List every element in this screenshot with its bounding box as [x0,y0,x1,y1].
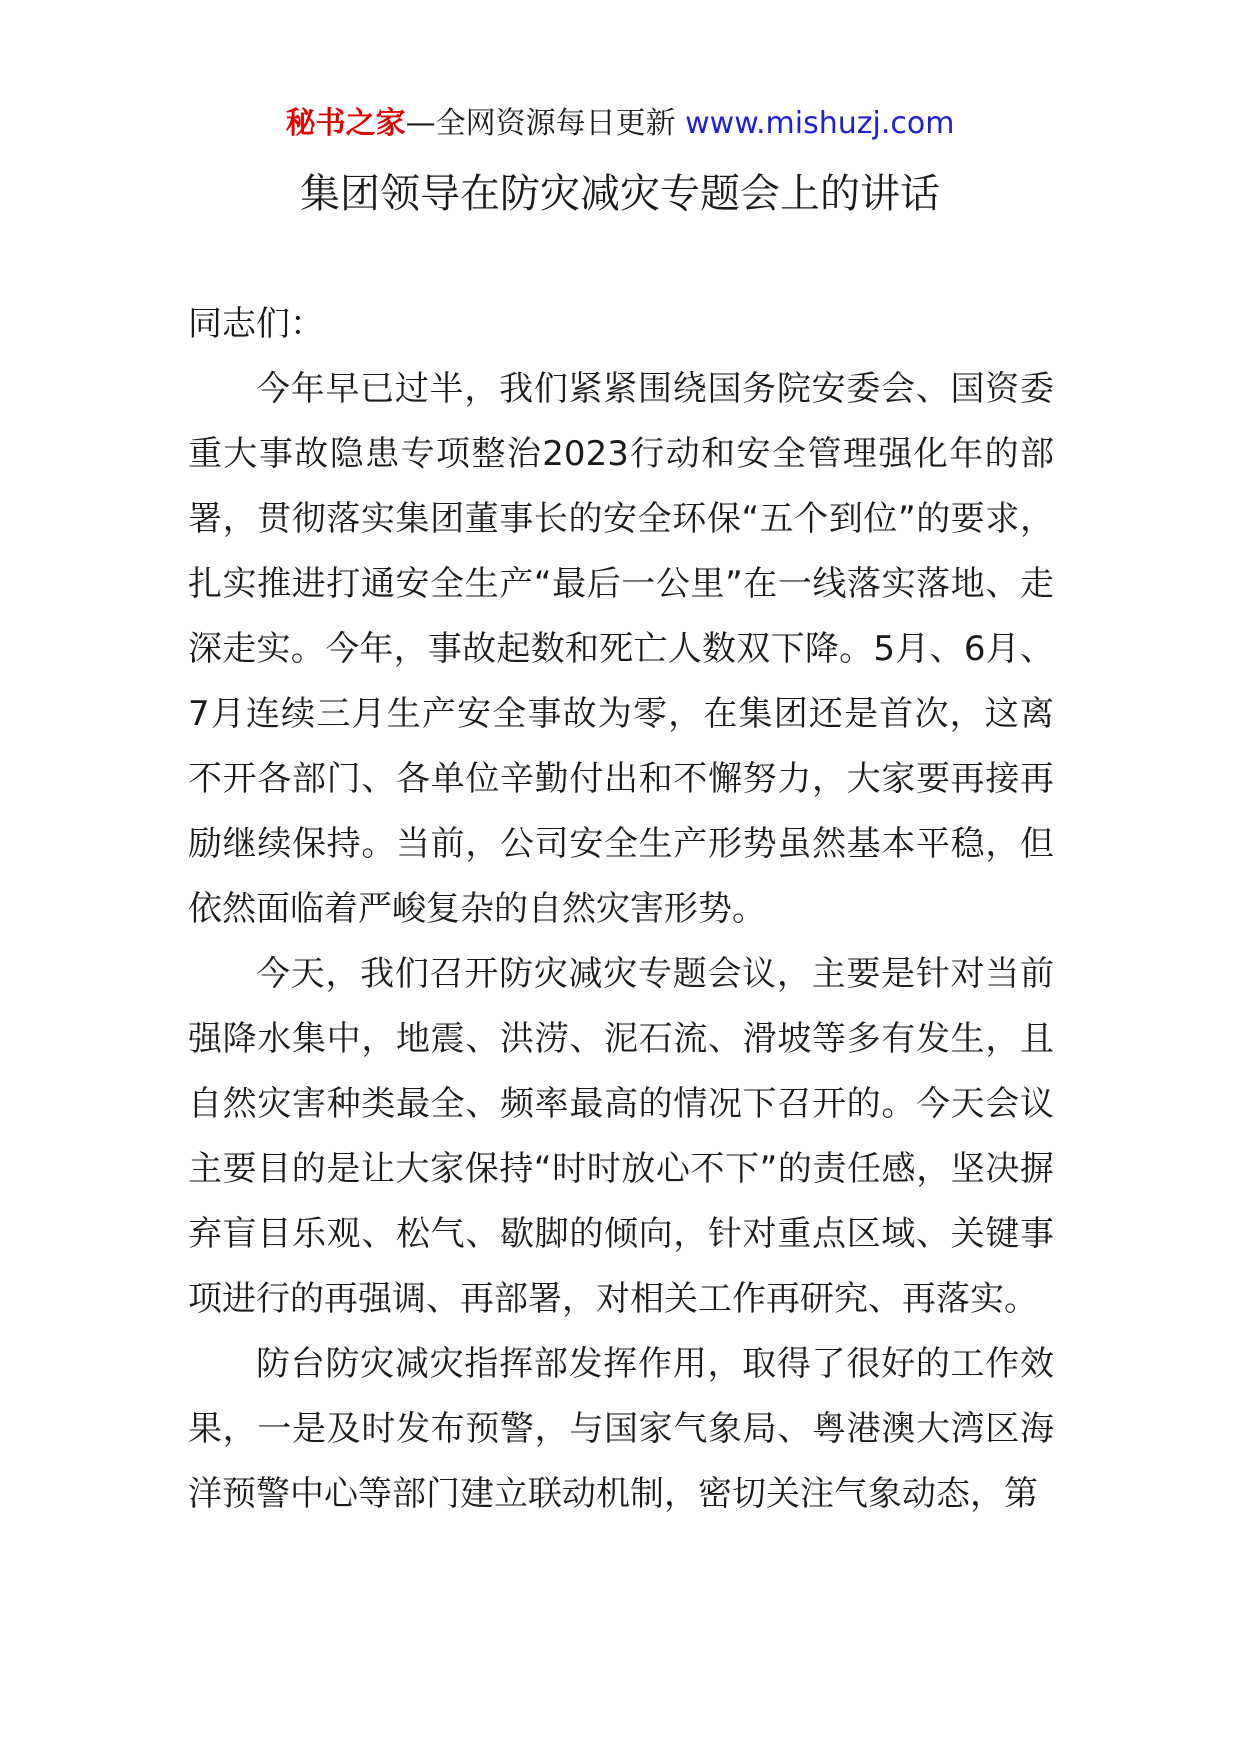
site-tagline: —全网资源每日更新 [405,106,676,141]
paragraph-1: 今年早已过半，我们紧紧围绕国务院安委会、国资委重大事故隐患专项整治2023行动和安全管理强化年的部署，贯彻落实集团董事长的安全环保“五个到位”的要求，扎实推进打通安全生产“最后一公里”在一线落实落地、走深走实。今年，事故起数和死亡人数双下降。5月、6月、7月连续三月生产安全事故为零，在集团还是首次，这离不开各部门、各单位辛勤付出和不懈努力，大家要再接再励继续保持。当前，公司安全生产形势虽然基本平稳，但依然面临着严峻复杂的自然灾害形势。 [188,369,1054,929]
paragraph-3: 防台防灾减灾指挥部发挥作用，取得了很好的工作效果，一是及时发布预警，与国家气象局、粤港澳大湾区海洋预警中心等部门建立联动机制，密切关注气象动态，第 [188,1344,1054,1514]
site-header [0,102,1240,146]
salutation: 同志们： [188,304,324,344]
site-url-link[interactable]: www.mishuzj.com [685,106,955,141]
document-body [188,292,1054,1527]
site-brand: 秘书之家 [285,106,406,141]
document-title: 集团领导在防灾减灾专题会上的讲话 [300,171,940,217]
paragraph-2: 今天，我们召开防灾减灾专题会议，主要是针对当前强降水集中，地震、洪涝、泥石流、滑坡等多有发生，且自然灾害种类最全、频率最高的情况下召开的。今天会议主要目的是让大家保持“时时放心不下”的责任感，坚决摒弃盲目乐观、松气、歇脚的倾向，针对重点区域、关键事项进行的再强调、再部署，对相关工作再研究、再落实。 [188,954,1054,1319]
